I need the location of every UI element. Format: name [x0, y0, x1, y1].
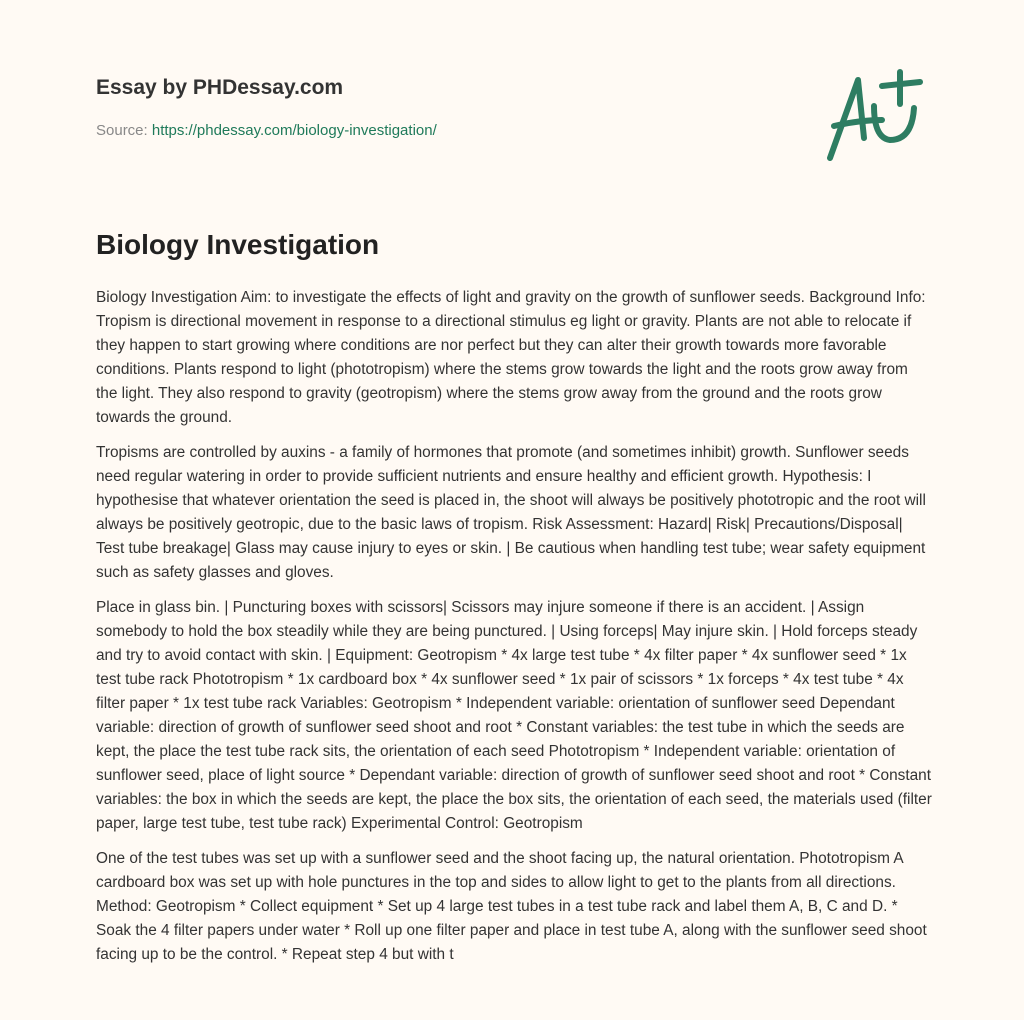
- essay-title: Biology Investigation: [96, 229, 380, 260]
- brand-title: Essay by PHDessay.com: [96, 76, 344, 99]
- paragraph: One of the test tubes was set up with a sunflower seed and the shoot facing up, the natural orientation. Phototropism A cardboard box was set up with hole punctures in the top and sides to allow light to get to the plants from all directions. Method: Geotropism * Collect equipment * Set up 4 large test tubes in a test tube rack and label them A, B, C and D. * Soak the 4 filter papers under water * Roll up one filter paper and place in test tube A, along with the sunflower seed shoot facing up to be the control. * Repeat step 4 but with t: [96, 850, 927, 963]
- paragraph: Place in glass bin. | Puncturing boxes with scissors| Scissors may injure someone if there is an accident. | Assign somebody to hold the box steadily while they are being punctured. | Using forceps| May injure skin. | Hold forceps steady and try to avoid contact with skin. | Equipment: Geotropism * 4x large test tube * 4x filter paper * 4x sunflower seed * 1x test tube rack Phototropism * 1x cardboard box * 4x sunflower seed * 1x pair of scissors * 1x forceps * 4x test tube * 4x filter paper * 1x test tube rack Variables: Geotropism * Independent variable: orientation of sunflower seed Dependant variable: direction of growth of sunflower seed shoot and root * Constant variables: the test tube in which the seeds are kept, the place the test tube rack sits, the orientation of each seed Phototropism * Independent variable: orientation of sunflower seed, place of light source * Dependant variable: direction of growth of sunflower seed shoot and root * Constant variables: the box in which the seeds are kept, the place the box sits, the orientation of each seed, the materials used (filter paper, large test tube, test tube rack) Experimental Control: Geotropism: [96, 599, 932, 832]
- essay-body: [96, 226, 932, 978]
- a-plus-logo: [820, 68, 930, 168]
- source-link[interactable]: https://phdessay.com/biology-investigation/: [151, 122, 437, 139]
- source-line: [96, 122, 437, 139]
- essay-header: [96, 76, 437, 139]
- source-label: Source:: [96, 122, 152, 139]
- paragraph: Tropisms are controlled by auxins - a family of hormones that promote (and sometimes inhibit) growth. Sunflower seeds need regular watering in order to provide sufficient nutrients and ensure healthy and efficient growth. Hypothesis: I hypothesise that whatever orientation the seed is placed in, the shoot will always be positively phototropic and the root will always be positively geotropic, due to the basic laws of tropism. Risk Assessment: Hazard| Risk| Precautions/Disposal| Test tube breakage| Glass may cause injury to eyes or skin. | Be cautious when handling test tube; wear safety equipment such as safety glasses and gloves.: [96, 444, 926, 581]
- paragraph: Biology Investigation Aim: to investigate the effects of light and gravity on the growth of sunflower seeds. Background Info: Tropism is directional movement in response to a directional stimulus eg light or gravity. Plants are not able to relocate if they happen to start growing where conditions are nor perfect but they can alter their growth towards more favorable conditions. Plants respond to light (phototropism) where the stems grow towards the light and the roots grow away from the light. They also respond to gravity (geotropism) where the stems grow away from the ground and the roots grow towards the ground.: [96, 289, 926, 426]
